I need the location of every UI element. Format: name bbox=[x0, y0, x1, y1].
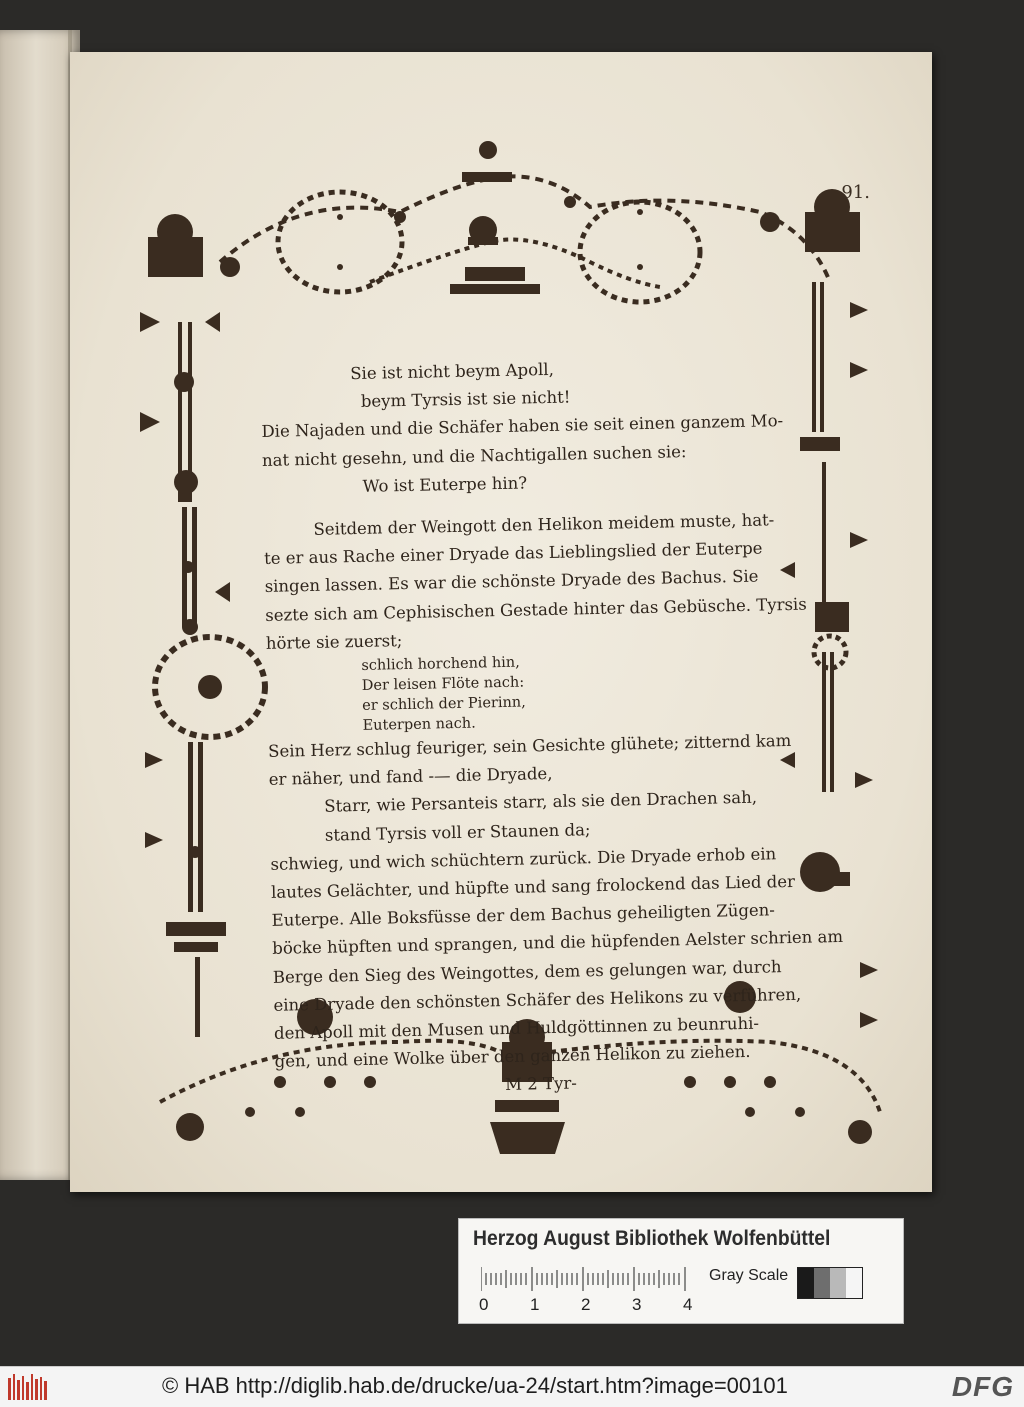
catchword: Tyr- bbox=[542, 1073, 578, 1094]
text-line: Seitdem der Weingott den Helikon meidem muste, hat- bbox=[313, 510, 775, 539]
text-line: beym Tyrsis ist sie nicht! bbox=[360, 387, 571, 412]
gray-swatch bbox=[830, 1268, 846, 1298]
text-line: singen lassen. Es war die schönste Dryade des Bachus. Sie bbox=[264, 567, 759, 597]
text-line: Die Najaden und die Schäfer haben sie seit einen ganzem Mo- bbox=[261, 411, 784, 442]
gray-scale-swatches bbox=[797, 1267, 863, 1299]
text-line: Berge den Sieg des Weingottes, dem es gelungen war, durch bbox=[272, 956, 782, 987]
text-line: böcke hüpften und sprangen, und die hüpfenden Aelster schrien am bbox=[272, 927, 844, 959]
ruler-number: 3 bbox=[632, 1295, 642, 1314]
left-page-edge bbox=[0, 30, 80, 1180]
text-line: Wo ist Euterpe hin? bbox=[362, 473, 528, 496]
library-title: Herzog August Bibliothek Wolfenbüttel bbox=[473, 1227, 831, 1250]
verse-line: Der leisen Flöte nach: bbox=[361, 674, 525, 694]
ruler-scale bbox=[481, 1267, 691, 1297]
text-line: Euterpe. Alle Boksfüsse der dem Bachus geheiligten Zügen- bbox=[271, 900, 776, 931]
gray-swatch bbox=[814, 1268, 830, 1298]
library-color-card bbox=[458, 1218, 904, 1324]
ruler-number: 1 bbox=[530, 1295, 540, 1314]
verse-line: schlich horchend hin, bbox=[361, 654, 520, 674]
text-line: eine Dryade den schönsten Schäfer des Helikons zu verführen, bbox=[273, 984, 802, 1015]
gray-swatch bbox=[798, 1268, 814, 1298]
page-number: 91. bbox=[841, 182, 870, 203]
copyright-url[interactable]: © HAB http://diglib.hab.de/drucke/ua-24/start.htm?image=00101 bbox=[162, 1373, 788, 1398]
barcode-icon bbox=[8, 1374, 48, 1400]
text-line: hörte sie zuerst; bbox=[265, 630, 403, 653]
text-line: Starr, wie Persanteis starr, als sie den Drachen sah, bbox=[324, 788, 758, 817]
ruler-number: 2 bbox=[581, 1295, 591, 1314]
text-line: den Apoll mit den Musen und Huldgöttinnen zu beunruhi- bbox=[273, 1013, 760, 1043]
text-line: gen, und eine Wolke über den ganzen Helikon zu ziehen. bbox=[274, 1042, 751, 1072]
verse-line: Euterpen nach. bbox=[362, 715, 476, 734]
gray-swatch bbox=[846, 1268, 862, 1298]
text-line: stand Tyrsis voll er Staunen da; bbox=[324, 819, 591, 845]
signature-mark: M 2 bbox=[504, 1074, 539, 1095]
text-line: nat nicht gesehn, und die Nachtigallen suchen sie: bbox=[261, 441, 687, 470]
text-line: sezte sich am Cephisischen Gestade hinter das Gebüsche. Tyrsis bbox=[265, 594, 807, 625]
text-line: te er aus Rache einer Dryade das Lieblingslied der Euterpe bbox=[263, 538, 763, 569]
text-line: schwieg, und wich schüchtern zurück. Die Dryade erhob ein bbox=[270, 844, 777, 874]
text-line: er näher, und fand -— die Dryade, bbox=[268, 764, 553, 790]
dfg-logo: DFG bbox=[951, 1371, 1014, 1402]
text-line: Sein Herz schlug feuriger, sein Gesichte glühete; zitternd kam bbox=[267, 730, 792, 761]
book-page bbox=[70, 52, 932, 1192]
text-line: Sie ist nicht beym Apoll, bbox=[350, 359, 555, 384]
footer-bar bbox=[0, 1366, 1024, 1407]
main-text bbox=[260, 350, 865, 1105]
text-line: lautes Gelächter, und hüpfte und sang frolockend das Lied der bbox=[270, 871, 796, 902]
gray-scale-label: Gray Scale bbox=[709, 1267, 789, 1284]
ruler-number: 0 bbox=[479, 1295, 489, 1314]
top-ornament bbox=[148, 141, 860, 302]
left-border-column bbox=[140, 312, 265, 1037]
ruler-number: 4 bbox=[683, 1295, 693, 1314]
verse-line: er schlich der Pierinn, bbox=[362, 694, 526, 714]
